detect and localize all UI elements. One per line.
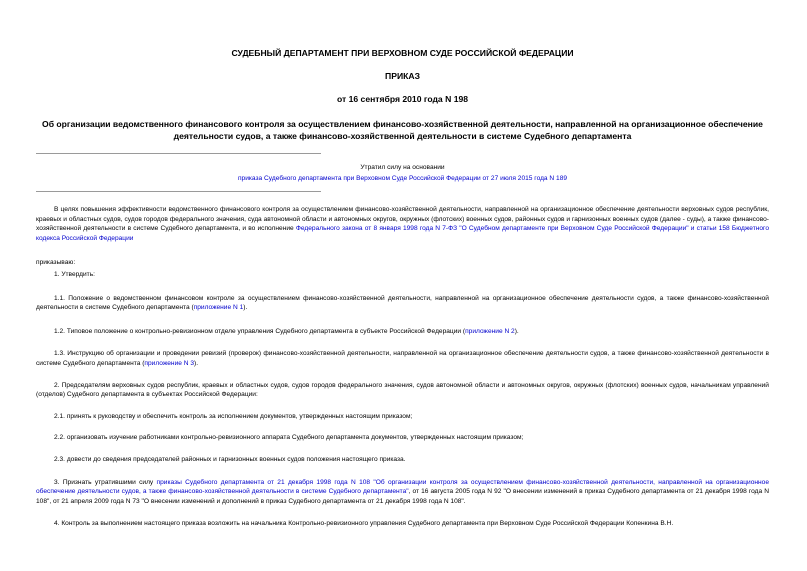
p12-end: ). (514, 327, 519, 335)
paragraph-intro (36, 205, 769, 243)
appendix-3-link[interactable]: приложение N 3 (144, 359, 195, 367)
paragraph-1-3 (36, 349, 769, 368)
p3-end: , от 16 августа 2005 года N 92 "О внесении изменений в приказ Судебного департамента от 21 декабря 1998 года N 108", от 21 апреля 2009 года N 73 "О внесении изменений и дополнений в приказ Судебного департамента от 21 декабря 1998 года N 108". (36, 488, 769, 505)
p12-text: 1.2. Типовое положение о контрольно-ревизионном отделе управления Судебного департамента в субъекте Российской Федерации ( (54, 327, 466, 335)
appendix-2-link[interactable]: приложение N 2 (465, 327, 515, 335)
paragraph-1-1 (36, 294, 769, 313)
paragraph-1-2 (36, 327, 769, 337)
doc-date-number: от 16 сентября 2010 года N 198 (336, 94, 469, 104)
p11-end: ). (243, 304, 248, 312)
org-name: СУДЕБНЫЙ ДЕПАРТАМЕНТ ПРИ ВЕРХОВНОМ СУДЕ РОССИЙСКОЙ ФЕДЕРАЦИИ (231, 48, 574, 58)
paragraph-2: 2. Председателям верховных судов республик, краевых и областных судов, судов городов федерального значения, судов автономной области и автономных округов, окружных (флотских) военных судов, начальникам управлений (отделов) Судебного департамента в субъектах Российской Федерации: (36, 381, 769, 399)
federal-law-link[interactable]: Федерального закона от 8 января 1998 года N 7-ФЗ "О Судебном департаменте при Верховном Суде Российской Федерации" и статьи 158 Бюджетного кодекса Российской Федерации (36, 225, 769, 242)
p3-text: 3. Признать утратившими силу (54, 478, 157, 486)
paragraph-3 (36, 478, 769, 507)
paragraph-1: 1. Утвердить: (54, 270, 95, 278)
p13-end: ). (194, 359, 199, 367)
paragraph-2-3: 2.3. довести до сведения председателей районных и гарнизонных военных судов положения настоящего приказа. (54, 455, 406, 463)
paragraph-prikazyvayu: приказываю: (36, 259, 76, 267)
divider-top (36, 153, 321, 154)
paragraph-2-2: 2.2. организовать изучение работниками контрольно-ревизионного аппарата Судебного департамента документов, утвержденных настоящим приказом; (54, 434, 524, 442)
lost-force-block (36, 174, 769, 183)
p11-text: 1.1. Положение о ведомственном финансовом контроле за осуществлением финансово-хозяйственной деятельности, направленной на организационное обеспечение деятельности судов, а также финансово-хозяйственной деятельности в системе Судебного департамента ( (36, 294, 769, 312)
appendix-1-link[interactable]: приложение N 1 (193, 304, 244, 312)
intro-text: В целях повышения эффективности ведомственного финансового контроля за осуществлением финансово-хозяйственной деятельности, направленной на организационное обеспечение деятельности верховных судов республик, краевых и областных судов, судов городов федерального значения, суда автономной области и автономных округов, окружных (флотских) военных судов, районных судов и гарнизонных военных судов (далее - суды), а также финансово-хозяйственной деятельности в системе Судебного департамента, и во исполнение (36, 206, 769, 233)
paragraph-4: 4. Контроль за выполнением настоящего приказа возложить на начальника Контрольно-ревизионного управления Судебного департамента при Верховном Суде Российской Федерации Копенкина В.Н. (54, 520, 674, 528)
repealed-orders-link[interactable]: приказы Судебного департамента от 21 декабря 1998 года N 108 "Об организации контроля за осуществлением финансово-хозяйственной деятельности, направленной на организационное обеспечение деятельности судов, а также финансово-хозяйственной деятельности в системе Судебного департамента" (36, 478, 769, 496)
document-body (36, 205, 769, 529)
paragraph-2-1: 2.1. принять к руководству и обеспечить контроль за исполнением документов, утвержденных настоящим приказом; (54, 412, 413, 420)
lost-force-label: Утратил силу на основании (360, 164, 445, 171)
lost-force-link[interactable]: приказа Судебного департамента при Верховном Суде Российской Федерации от 27 июля 2015 года N 189 (237, 175, 568, 182)
divider-bottom (36, 191, 321, 192)
doc-title: Об организации ведомственного финансового контроля за осуществлением финансово-хозяйственной деятельности, направленной на организационное обеспечение деятельности судов, а также финансово-хозяйственной деятельности в системе Судебного департамента (42, 119, 763, 141)
p13-text: 1.3. Инструкцию об организации и проведении ревизий (проверок) финансово-хозяйственной деятельности, направленной на организационное обеспечение деятельности судов, а также финансово-хозяйственной деятельности в системе Судебного департамента ( (36, 350, 769, 367)
doc-type: ПРИКАЗ (385, 71, 420, 81)
